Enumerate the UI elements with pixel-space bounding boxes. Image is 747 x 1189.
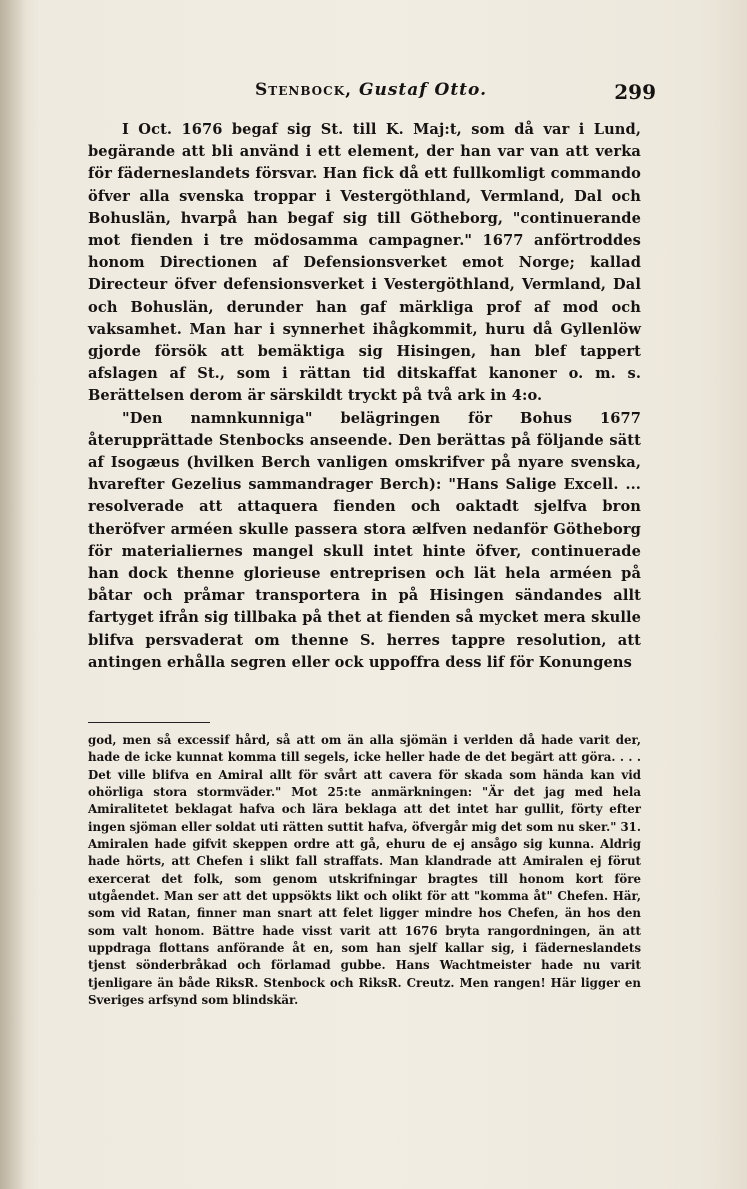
paragraph-2: "Den namnkunniga" belägringen för Bohus 1677 återupprättade Stenbocks anseende. Den berättas på följande sätt af Isogæus (hvilken Berch vanligen omskrifver på nyare svenska, hvarefter Gezelius sammandrager Berch): "Hans Salige Excell. ... resolverade att attaquera fienden och oaktadt sjelfva bron theröfver arméen skulle passera stora ælfven nedanför Götheborg för materialiernes mangel skull intet hinte öfver, continuerade han dock thenne glorieuse entreprisen och lät hela arméen på båtar och pråmar transportera in på Hisingen sändandes allt fartyget ifrån sig tillbaka på thet at fienden så mycket mera skulle blifva persvaderat om thenne S. herres tappre resolution, att antingen erhålla segren eller ock uppoffra dess lif för Konungens	[88, 409, 641, 671]
footnote-text: god, men så excessif hård, så att om än alla sjömän i verlden då hade varit der, hade de icke kunnat komma till segels, icke heller hade de det begärt att göra. . . . Det ville blifva en Amiral allt för svårt att cavera för skada som hända kan vid ohörliga stora stormväder." Mot 25:te anmärkningen: "Är det jag med hela Amiralitetet beklagat hafva och lära beklaga att det intet har gullit, förty efter ingen sjöman eller soldat uti rätten suttit hafva, öfvergår mig det som nu sker." 31. Amiralen hade gifvit skeppen ordre att gå, ehuru de ej ansågo sig kunna. Aldrig hade hörts, att Chefen i slikt fall straffats. Man klandrade att Amiralen ej förut exercerat det folk, som genom utskrifningar bragtes till honom kort före utgåendet. Man ser att det uppsökts likt och olikt för att "komma åt" Chefen. Här, som vid Ratan, finner man snart att felet ligger mindre hos Chefen, än hos den som valt honom. Bättre hade visst varit att 1676 bryta rangordningen, än att uppdraga flottans anförande åt en, som han sjelf kallar sig, i fäderneslandets tjenst sönderbråkad och förlamad gubbe. Hans Wachtmeister hade nu varit tjenligare än både RiksR. Stenbock och RiksR. Creutz. Men rangen! Här ligger en Sveriges arfsynd som blindskär.	[88, 733, 641, 1008]
footnote-separator	[88, 722, 210, 723]
main-text	[88, 119, 641, 674]
running-head-title	[86, 80, 656, 100]
spine-shadow	[0, 0, 26, 1189]
running-head-forename: Gustaf Otto.	[352, 80, 487, 100]
page-number: 299	[614, 80, 656, 104]
paragraph-1: I Oct. 1676 begaf sig St. till K. Maj:t, som då var i Lund, begärande att bli använd i ett element, der han var van att verka för fäderneslandets försvar. Han fick då ett fullkomligt commando öfver alla svenska troppar i Vestergöthland, Vermland, Dal och Bohuslän, hvarpå han begaf sig till Götheborg, "continuerande mot fienden i tre mödosamma campagner." 1677 anförtroddes honom Directionen af Defensionsverket emot Norge; kallad Directeur öfver defensionsverket i Vestergöthland, Vermland, Dal och Bohuslän, derunder han gaf märkliga prof af mod och vaksamhet. Man har i synnerhet ihågkommit, huru då Gyllenlöw gjorde försök att bemäktiga sig Hisingen, han blef tappert afslagen af St., som i rättan tid ditskaffat kanoner o. m. s. Berättelsen derom är särskildt tryckt på två ark in 4:o.	[88, 121, 641, 405]
running-head-surname: Stenbock,	[255, 80, 353, 100]
running-head	[86, 80, 656, 110]
footnote	[88, 732, 641, 1010]
